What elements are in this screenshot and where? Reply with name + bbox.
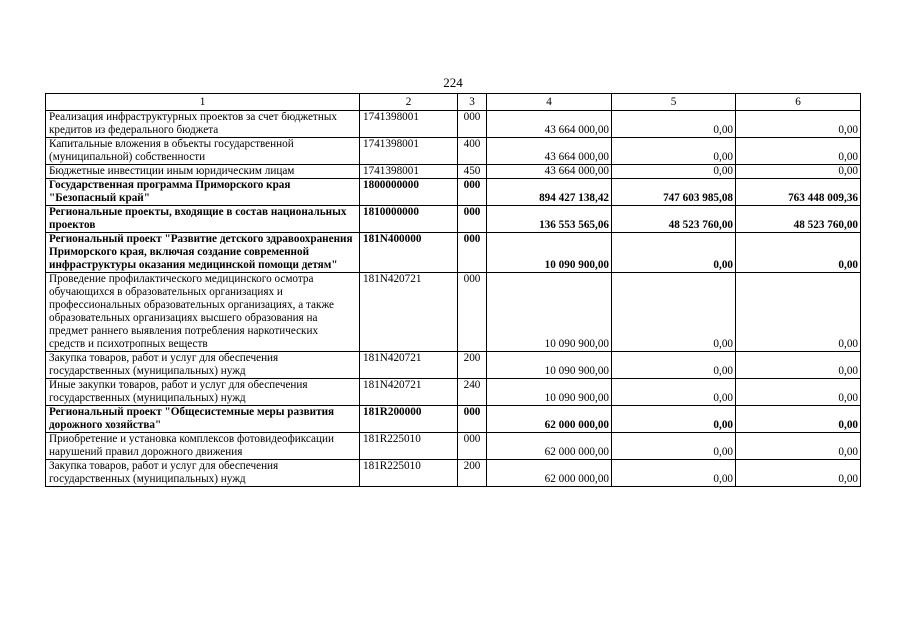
row-code-cell: 1810000000: [360, 206, 458, 233]
row-code-cell: 181N420721: [360, 273, 458, 352]
row-type-cell: 000: [458, 273, 487, 352]
row-name-cell: Региональный проект "Развитие детского здравоохранения Приморского края, включая создание современной инфраструктуры оказания медицинской помощи детям": [46, 233, 360, 273]
row-value-cell: 0,00: [612, 273, 736, 352]
row-name-cell: Иные закупки товаров, работ и услуг для обеспечения государственных (муниципальных) нужд: [46, 379, 360, 406]
column-header: 4: [487, 94, 612, 111]
row-type-cell: 240: [458, 379, 487, 406]
table-row: [46, 273, 861, 352]
row-value-cell: 0,00: [612, 379, 736, 406]
row-value-cell: 0,00: [736, 273, 861, 352]
row-value-cell: 10 090 900,00: [487, 352, 612, 379]
row-value-cell: 0,00: [612, 111, 736, 138]
row-code-cell: 181R225010: [360, 460, 458, 487]
row-type-cell: 200: [458, 352, 487, 379]
budget-table: [45, 93, 861, 487]
row-type-cell: 000: [458, 433, 487, 460]
row-code-cell: 1800000000: [360, 179, 458, 206]
row-value-cell: 0,00: [736, 433, 861, 460]
row-code-cell: 181R200000: [360, 406, 458, 433]
row-code-cell: 181N420721: [360, 352, 458, 379]
row-value-cell: 0,00: [612, 352, 736, 379]
row-code-cell: 1741398001: [360, 111, 458, 138]
row-value-cell: 48 523 760,00: [612, 206, 736, 233]
table-row: [46, 352, 861, 379]
row-value-cell: 136 553 565,06: [487, 206, 612, 233]
row-value-cell: 0,00: [736, 379, 861, 406]
row-value-cell: 0,00: [736, 233, 861, 273]
row-type-cell: 400: [458, 138, 487, 165]
row-type-cell: 000: [458, 111, 487, 138]
row-value-cell: 48 523 760,00: [736, 206, 861, 233]
row-value-cell: 10 090 900,00: [487, 233, 612, 273]
row-value-cell: 0,00: [736, 165, 861, 179]
row-value-cell: 62 000 000,00: [487, 460, 612, 487]
row-name-cell: Бюджетные инвестиции иным юридическим лицам: [46, 165, 360, 179]
row-value-cell: 43 664 000,00: [487, 138, 612, 165]
row-value-cell: 43 664 000,00: [487, 111, 612, 138]
row-value-cell: 894 427 138,42: [487, 179, 612, 206]
row-name-cell: Государственная программа Приморского края "Безопасный край": [46, 179, 360, 206]
table-row: [46, 206, 861, 233]
row-value-cell: 747 603 985,08: [612, 179, 736, 206]
table-row: [46, 433, 861, 460]
table-row: [46, 379, 861, 406]
table-row: [46, 233, 861, 273]
row-type-cell: 000: [458, 406, 487, 433]
row-value-cell: 0,00: [612, 138, 736, 165]
column-header: 2: [360, 94, 458, 111]
row-value-cell: 0,00: [736, 111, 861, 138]
row-code-cell: 1741398001: [360, 165, 458, 179]
row-type-cell: 000: [458, 206, 487, 233]
table-row: [46, 165, 861, 179]
row-type-cell: 200: [458, 460, 487, 487]
row-value-cell: 0,00: [612, 406, 736, 433]
table-row: [46, 138, 861, 165]
row-name-cell: Проведение профилактического медицинского осмотра обучающихся в образовательных организациях и профессиональных образовательных организациях, а также образовательных организациях высшего образования на предмет раннего выявления потребления наркотических средств и психотропных веществ: [46, 273, 360, 352]
table-row: [46, 460, 861, 487]
row-name-cell: Региональный проект "Общесистемные меры развития дорожного хозяйства": [46, 406, 360, 433]
table-header-row: [46, 94, 861, 111]
row-type-cell: 000: [458, 179, 487, 206]
row-value-cell: 0,00: [736, 138, 861, 165]
row-code-cell: 181N420721: [360, 379, 458, 406]
row-name-cell: Региональные проекты, входящие в состав национальных проектов: [46, 206, 360, 233]
row-code-cell: 181N400000: [360, 233, 458, 273]
row-name-cell: Капитальные вложения в объекты государственной (муниципальной) собственности: [46, 138, 360, 165]
row-value-cell: 10 090 900,00: [487, 379, 612, 406]
row-name-cell: Приобретение и установка комплексов фотовидеофиксации нарушений правил дорожного движения: [46, 433, 360, 460]
page-number: 224: [443, 75, 463, 90]
row-value-cell: 0,00: [612, 165, 736, 179]
row-value-cell: 0,00: [736, 406, 861, 433]
row-value-cell: 0,00: [736, 352, 861, 379]
table-row: [46, 111, 861, 138]
row-value-cell: 62 000 000,00: [487, 406, 612, 433]
column-header: 1: [46, 94, 360, 111]
table-row: [46, 406, 861, 433]
row-name-cell: Реализация инфраструктурных проектов за счет бюджетных кредитов из федерального бюджета: [46, 111, 360, 138]
row-value-cell: 62 000 000,00: [487, 433, 612, 460]
row-value-cell: 10 090 900,00: [487, 273, 612, 352]
row-type-cell: 450: [458, 165, 487, 179]
row-value-cell: 0,00: [612, 233, 736, 273]
row-type-cell: 000: [458, 233, 487, 273]
row-value-cell: 0,00: [736, 460, 861, 487]
column-header: 6: [736, 94, 861, 111]
column-header: 5: [612, 94, 736, 111]
column-header: 3: [458, 94, 487, 111]
row-value-cell: 763 448 009,36: [736, 179, 861, 206]
row-name-cell: Закупка товаров, работ и услуг для обеспечения государственных (муниципальных) нужд: [46, 460, 360, 487]
row-code-cell: 181R225010: [360, 433, 458, 460]
row-code-cell: 1741398001: [360, 138, 458, 165]
row-value-cell: 0,00: [612, 460, 736, 487]
row-name-cell: Закупка товаров, работ и услуг для обеспечения государственных (муниципальных) нужд: [46, 352, 360, 379]
row-value-cell: 0,00: [612, 433, 736, 460]
table-row: [46, 179, 861, 206]
row-value-cell: 43 664 000,00: [487, 165, 612, 179]
